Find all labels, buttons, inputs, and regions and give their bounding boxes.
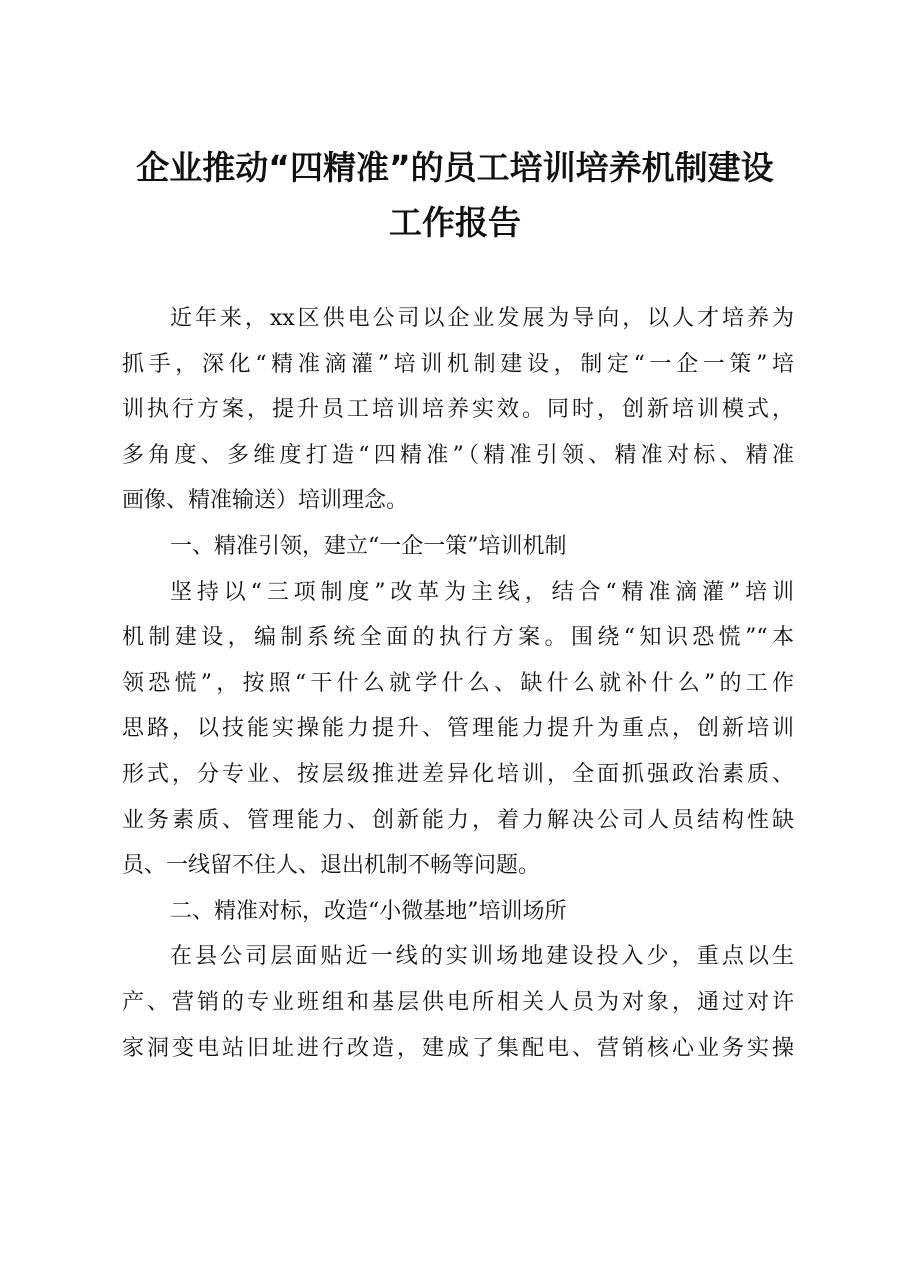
document-title: [110, 140, 800, 250]
paragraph-line: 抓手，深化“精准滴灌”培训机制建设，制定“一企一策”培: [122, 351, 794, 377]
document-body: [122, 296, 794, 1071]
section-heading-1: 一、精准引领，建立“一企一策”培训机制: [170, 533, 567, 559]
paragraph-line: 形式，分专业、按层级推进差异化培训，全面抓强政治素质、: [122, 761, 794, 787]
paragraph-line: 家洞变电站旧址进行改造，建成了集配电、营销核心业务实操: [122, 1035, 794, 1061]
paragraph-line: 产、营销的专业班组和基层供电所相关人员为对象，通过对许: [122, 989, 794, 1015]
paragraph-line: 坚持以“三项制度”改革为主线，结合“精准滴灌”培训: [170, 579, 794, 605]
paragraph-line: 领恐慌”，按照“干什么就学什么、缺什么就补什么”的工作: [122, 670, 794, 696]
title-line-2: 工作报告: [389, 203, 521, 242]
paragraph-line: 近年来，xx区供电公司以企业发展为导向，以人才培养为: [170, 306, 794, 331]
title-line-1: 企业推动“四精准”的员工培训培养机制建设: [136, 148, 774, 187]
paragraph-line: 训执行方案，提升员工培训培养实效。同时，创新培训模式，: [122, 397, 794, 423]
paragraph-line: 多角度、多维度打造“四精准”（精准引领、精准对标、精准: [122, 442, 794, 468]
section-heading-2: 二、精准对标，改造“小微基地”培训场所: [170, 898, 567, 924]
paragraph-line: 业务素质、管理能力、创新能力，着力解决公司人员结构性缺: [122, 807, 794, 833]
paragraph-line: 思路，以技能实操能力提升、管理能力提升为重点，创新培训: [122, 716, 794, 742]
paragraph-line: 在县公司层面贴近一线的实训场地建设投入少，重点以生: [170, 944, 794, 970]
paragraph-line: 画像、精准输送）培训理念。: [122, 488, 409, 514]
paragraph-line: 员、一线留不住人、退出机制不畅等问题。: [122, 853, 541, 879]
paragraph-line: 机制建设，编制系统全面的执行方案。围绕“知识恐慌”“本: [122, 625, 794, 651]
